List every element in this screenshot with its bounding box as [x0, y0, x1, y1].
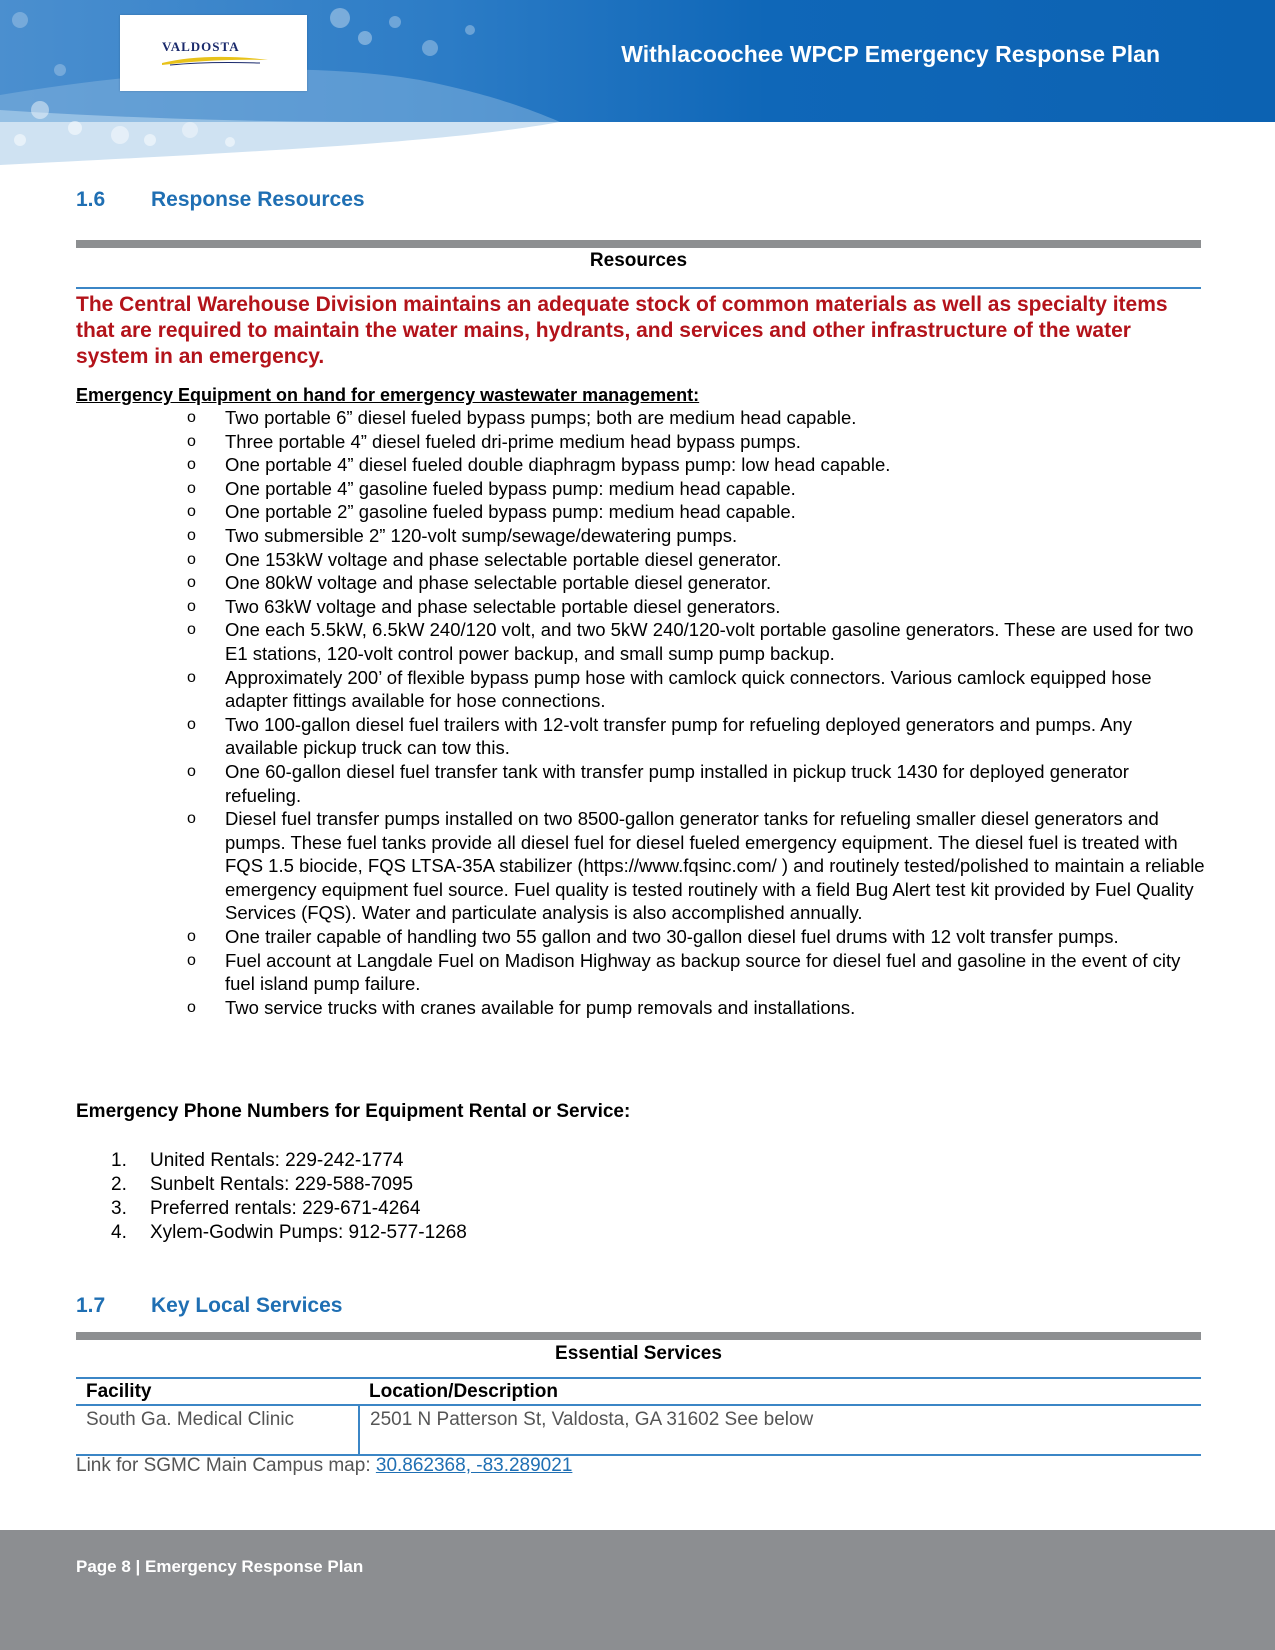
- list-item-number: 1.: [111, 1150, 127, 1171]
- list-item-text: One trailer capable of handling two 55 gallon and two 30-gallon diesel fuel drums with 12 volt transfer pumps.: [225, 926, 1119, 948]
- list-item-number: 3.: [111, 1198, 127, 1219]
- document-title: Withlacoochee WPCP Emergency Response Plan: [621, 41, 1160, 67]
- list-item: [0, 996, 1275, 1020]
- table-header-row: [76, 1378, 1201, 1405]
- section-heading-1-7: [76, 1294, 342, 1318]
- list-item-text: United Rentals: 229-242-1774: [150, 1150, 404, 1171]
- page-header: [0, 0, 1275, 165]
- bullet-icon: o: [187, 503, 196, 521]
- bullet-icon: o: [187, 762, 196, 780]
- list-item: [0, 548, 1275, 572]
- bullet-icon: o: [187, 668, 196, 686]
- valdosta-logo: [120, 15, 307, 91]
- list-item-text: One 80kW voltage and phase selectable portable diesel generator.: [225, 572, 772, 594]
- list-item: [0, 453, 1275, 477]
- equipment-heading: Emergency Equipment on hand for emergency wastewater management:: [76, 385, 700, 405]
- table-row: [76, 1405, 1201, 1455]
- list-item-number: 4.: [111, 1222, 127, 1243]
- bullet-icon: o: [187, 951, 196, 969]
- bullet-icon: o: [187, 574, 196, 592]
- list-item-text: Two 63kW voltage and phase selectable portable diesel generators.: [225, 595, 781, 617]
- section-heading-1-6: [76, 188, 365, 212]
- list-item-text: Xylem-Godwin Pumps: 912-577-1268: [150, 1222, 467, 1243]
- list-item-text: Three portable 4” diesel fueled dri-prime medium head bypass pumps.: [225, 430, 801, 452]
- list-item: [0, 1221, 467, 1245]
- list-item: [0, 618, 1275, 665]
- map-link-label: Link for SGMC Main Campus map:: [76, 1455, 376, 1476]
- list-item-text: One portable 2” gasoline fueled bypass pump: medium head capable.: [225, 501, 796, 523]
- equipment-list: [0, 406, 1275, 1019]
- list-item-text: Approximately 200’ of flexible bypass pump hose with camlock quick connectors. Various camlock equipped hose adapter fittings available for hose connections.: [225, 666, 1152, 712]
- list-item: [0, 713, 1275, 760]
- bullet-icon: o: [187, 456, 196, 474]
- list-item-text: Preferred rentals: 229-671-4264: [150, 1198, 421, 1219]
- section-number: 1.6: [76, 188, 106, 211]
- list-item-text: One 60-gallon diesel fuel transfer tank with transfer pump installed in pickup truck 1430 for deployed generator refueling.: [225, 760, 1129, 806]
- bullet-icon: o: [187, 998, 196, 1016]
- list-item-text: Diesel fuel transfer pumps installed on two 8500-gallon generator tanks for refueling smaller diesel generators and pumps. These fuel tanks provide all diesel fuel for diesel fueled emergency equipment. The diesel fuel is treated with FQS 1.5 biocide, FQS LTSA-35A stabilizer (https://www.fqsinc.com/ ) and routinely tested/polished to maintain a reliable emergency equipment fuel source. Fuel quality is tested routinely with a field Bug Alert test kit provided by Fuel Quality Services (FQS). Water and particulate analysis is also accomplished annually.: [225, 808, 1205, 924]
- list-item-text: One portable 4” diesel fueled double diaphragm bypass pump: low head capable.: [225, 454, 891, 476]
- list-item-number: 2.: [111, 1174, 127, 1195]
- list-item: [0, 524, 1275, 548]
- list-item: [0, 666, 1275, 713]
- list-item: [0, 500, 1275, 524]
- list-item-text: Fuel account at Langdale Fuel on Madison Highway as backup source for diesel fuel and gasoline in the event of city fuel island pump failure.: [225, 949, 1181, 995]
- bullet-icon: o: [187, 479, 196, 497]
- section-title: Response Resources: [151, 188, 365, 211]
- phone-numbers-list: [0, 1149, 467, 1245]
- list-item: [0, 925, 1275, 949]
- list-item-text: One portable 4” gasoline fueled bypass pump: medium head capable.: [225, 477, 796, 499]
- list-item-text: Sunbelt Rentals: 229-588-7095: [150, 1174, 414, 1195]
- logo-swoosh-icon: [160, 55, 270, 67]
- bullet-icon: o: [187, 526, 196, 544]
- resources-table-rule: [76, 287, 1201, 289]
- services-table-top-bar: [76, 1332, 1201, 1340]
- section-title: Key Local Services: [151, 1294, 343, 1317]
- list-item-text: One each 5.5kW, 6.5kW 240/120 volt, and two 5kW 240/120-volt portable gasoline generators. These are used for two E1 stations, 120-volt control power backup, and small sump pump backup.: [225, 619, 1194, 664]
- list-item: [0, 760, 1275, 807]
- list-item-text: Two 100-gallon diesel fuel trailers with 12-volt transfer pump for refueling deployed generators and pumps. Any available pickup truck can tow this.: [225, 713, 1133, 759]
- bullet-icon: o: [187, 409, 196, 426]
- list-item-text: One 153kW voltage and phase selectable portable diesel generator.: [225, 548, 782, 570]
- phone-numbers-heading: Emergency Phone Numbers for Equipment Rental or Service:: [76, 1101, 631, 1122]
- list-item-text: Two portable 6” diesel fueled bypass pumps; both are medium head capable.: [225, 407, 857, 428]
- list-item: [0, 1197, 467, 1221]
- warehouse-note: The Central Warehouse Division maintains an adequate stock of common materials as well as specialty items that are required to maintain the water mains, hydrants, and services and other infrastructure of the water system in an emergency.: [76, 293, 1168, 368]
- bullet-icon: o: [187, 715, 196, 733]
- map-link-line: [76, 1455, 572, 1477]
- bullet-icon: o: [187, 597, 196, 615]
- bullet-icon: o: [187, 432, 196, 450]
- logo-text: VALDOSTA: [162, 39, 240, 54]
- list-item-text: Two service trucks with cranes available for pump removals and installations.: [225, 996, 856, 1018]
- essential-services-table: [76, 1378, 1201, 1456]
- map-coordinates-link[interactable]: 30.862368, -83.289021: [375, 1455, 573, 1476]
- list-item: [0, 807, 1275, 925]
- list-item-text: Two submersible 2” 120-volt sump/sewage/dewatering pumps.: [225, 524, 738, 546]
- resources-table-top-bar: [76, 240, 1201, 248]
- bullet-icon: o: [187, 621, 196, 639]
- list-item: [0, 949, 1275, 996]
- list-item: [0, 595, 1275, 619]
- services-table-caption: Essential Services: [555, 1343, 722, 1364]
- list-item: [0, 571, 1275, 595]
- list-item: [0, 430, 1275, 454]
- bullet-icon: o: [187, 810, 196, 828]
- column-header-location: Location/Description: [359, 1378, 1201, 1405]
- footer-text: Page 8 | Emergency Response Plan: [76, 1557, 364, 1576]
- list-item: [0, 477, 1275, 501]
- column-header-facility: Facility: [76, 1378, 359, 1405]
- bullet-icon: o: [187, 928, 196, 946]
- list-item: [0, 406, 1275, 430]
- facility-cell: South Ga. Medical Clinic: [76, 1405, 359, 1455]
- list-item: [0, 1173, 467, 1197]
- location-cell: 2501 N Patterson St, Valdosta, GA 31602 See below: [359, 1405, 1201, 1455]
- bullet-icon: o: [187, 550, 196, 568]
- resources-table-caption: Resources: [589, 250, 688, 271]
- section-number: 1.7: [76, 1294, 106, 1317]
- page-footer: [0, 1530, 1275, 1650]
- list-item: [0, 1149, 467, 1173]
